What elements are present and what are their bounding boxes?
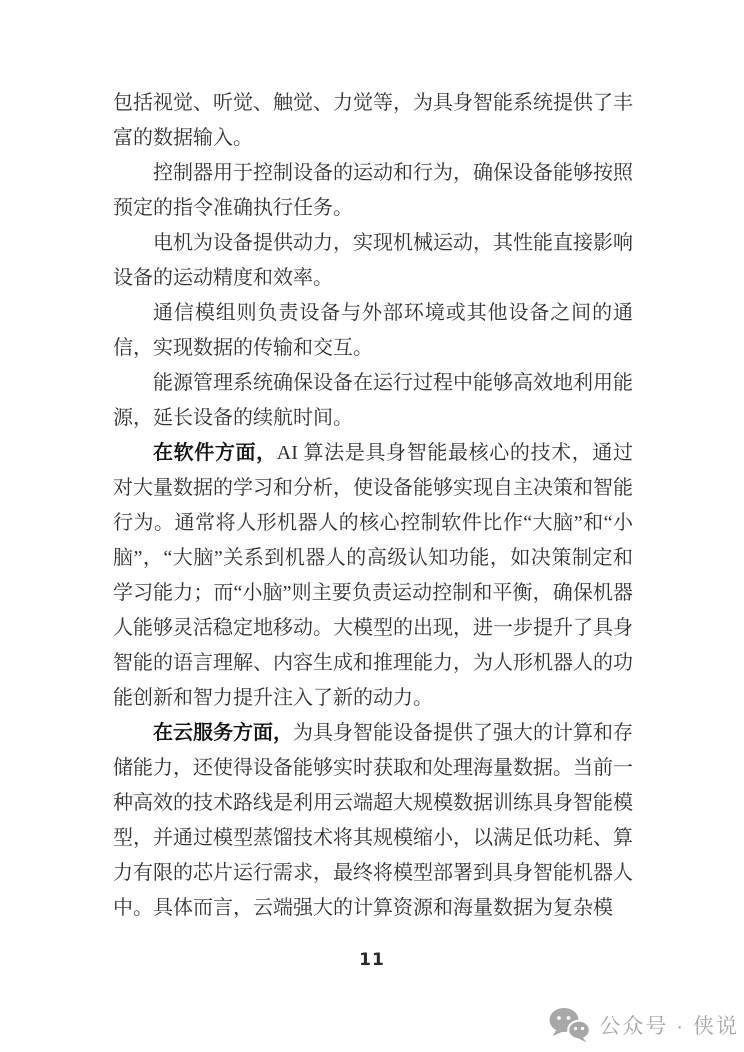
paragraph-text: 电机为设备提供动力，实现机械运动，其性能直接影响设备的运动精度和效率。 (113, 232, 633, 289)
paragraph-lead-bold: 在云服务方面， (153, 722, 293, 744)
paragraph-text: 能源管理系统确保设备在运行过程中能够高效地利用能源，延长设备的续航时间。 (113, 372, 633, 429)
paragraph (113, 436, 633, 716)
paragraph (113, 86, 633, 156)
wechat-icon (548, 1007, 590, 1043)
paragraph (113, 716, 633, 926)
watermark-badge (548, 1006, 739, 1044)
paragraph (113, 156, 633, 226)
page-number: 11 (359, 950, 385, 970)
paragraph (113, 226, 633, 296)
paragraph-text: 为具身智能设备提供了强大的计算和存储能力，还使得设备能够实时获取和处理海量数据。当前一种高效的技术路线是利用云端超大规模数据训练具身智能模型，并通过模型蒸馏技术将其规模缩小，以满足低功耗、算力有限的芯片运行需求，最终将模型部署到具身智能机器人中。具体而言，云端强大的计算资源和海量数据为复杂模 (113, 722, 633, 919)
watermark-label: 公众号 · 侠说 (599, 1015, 739, 1038)
paragraph-text: 包括视觉、听觉、触觉、力觉等，为具身智能系统提供了丰富的数据输入。 (113, 92, 633, 149)
document-body (113, 86, 633, 926)
paragraph-text: 通信模组则负责设备与外部环境或其他设备之间的通信，实现数据的传输和交互。 (113, 302, 633, 359)
paragraph (113, 366, 633, 436)
paragraph-lead-bold: 在软件方面， (153, 442, 277, 464)
paragraph (113, 296, 633, 366)
paragraph-text: AI 算法是具身智能最核心的技术，通过对大量数据的学习和分析，使设备能够实现自主决策和智能行为。通常将人形机器人的核心控制软件比作“大脑”和“小脑”，“大脑”关系到机器人的高级认知功能，如决策制定和学习能力；而“小脑”则主要负责运动控制和平衡，确保机器人能够灵活稳定地移动。大模型的出现，进一步提升了具身智能的语言理解、内容生成和推理能力，为人形机器人的功能创新和智力提升注入了新的动力。 (113, 442, 634, 709)
paragraph-text: 控制器用于控制设备的运动和行为，确保设备能够按照预定的指令准确执行任务。 (113, 162, 633, 219)
